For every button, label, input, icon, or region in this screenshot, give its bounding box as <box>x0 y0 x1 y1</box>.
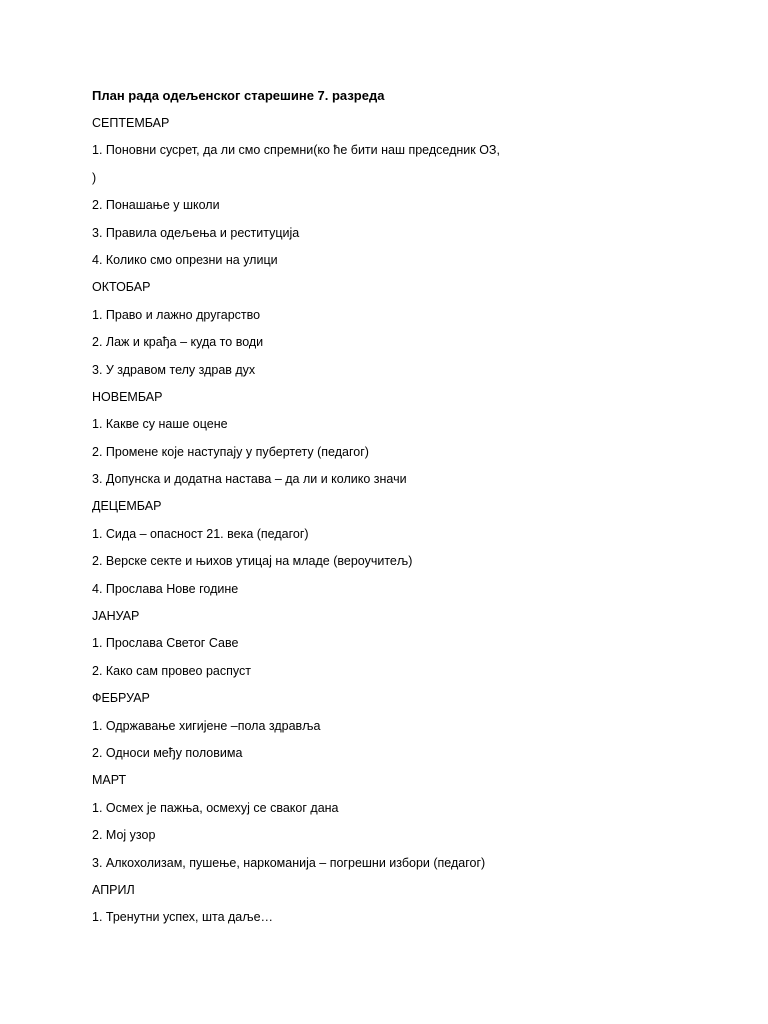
list-item: 2. Односи међу половима <box>92 745 243 760</box>
month-heading-february: ФЕБРУАР <box>92 691 150 706</box>
month-heading-april: АПРИЛ <box>92 882 135 897</box>
list-item: 3. Допунска и додатна настава – да ли и колико значи <box>92 472 407 487</box>
list-item: 1. Поновни сусрет, да ли смо спремни(ко ће бити наш председник ОЗ, <box>92 143 500 158</box>
list-item: 2. Мој узор <box>92 828 156 843</box>
list-item: 2. Верске секте и њихов утицај на младе (вероучитељ) <box>92 554 413 569</box>
list-item: 1. Одржавање хигијене –пола здравља <box>92 718 321 733</box>
month-heading-march: МАРТ <box>92 773 127 788</box>
list-item: 2. Понашање у школи <box>92 198 220 213</box>
list-item: 1. Тренутни успех, шта даље… <box>92 910 274 925</box>
list-item: 4. Прослава Нове године <box>92 581 239 596</box>
list-item: 4. Колико смо опрезни на улици <box>92 252 278 267</box>
list-item: 1. Сида – опасност 21. века (педагог) <box>92 526 309 541</box>
list-item: 3. Правила одељења и реституција <box>92 225 300 240</box>
list-item: 3. Алкохолизам, пушење, наркоманија – погрешни избори (педагог) <box>92 855 486 870</box>
list-item: 2. Промене које наступају у пубертету (педагог) <box>92 444 369 459</box>
month-heading-september: СЕПТЕМБАР <box>92 116 170 130</box>
list-item: 2. Како сам провео распуст <box>92 663 251 678</box>
list-item: 3. У здравом телу здрав дух <box>92 362 256 377</box>
document-page <box>92 86 732 935</box>
month-heading-november: НОВЕМБАР <box>92 389 163 404</box>
month-heading-january: ЈАНУАР <box>92 609 140 624</box>
list-item: 2. Лаж и крађа – куда то води <box>92 335 264 350</box>
list-item: 1. Право и лажно другарство <box>92 307 261 322</box>
list-item: 1. Прослава Светог Саве <box>92 636 239 651</box>
month-heading-december: ДЕЦЕМБАР <box>92 499 162 514</box>
list-item: 1. Какве су наше оцене <box>92 417 228 432</box>
list-item: 1. Осмех је пажња, осмехуј се сваког дана <box>92 800 339 815</box>
month-heading-october: ОКТОБАР <box>92 280 151 295</box>
list-item-continuation: ) <box>92 170 97 185</box>
document-title: План рада одељенског старешине 7. разреда <box>92 88 385 103</box>
